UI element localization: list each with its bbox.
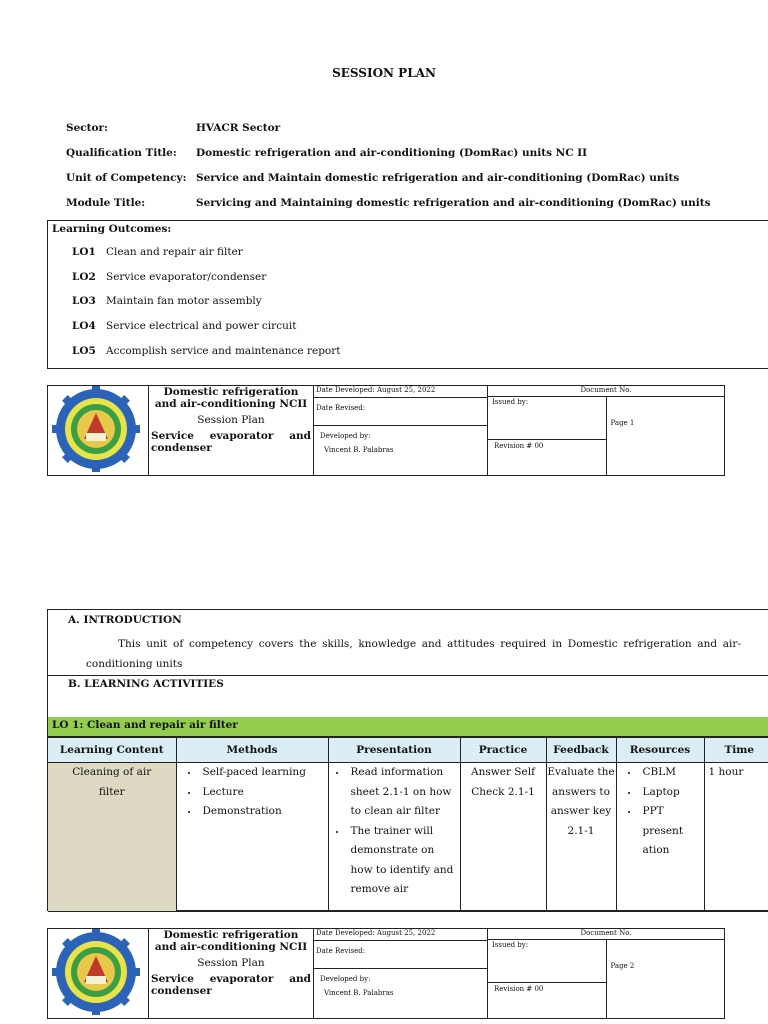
- list-item: • Demonstration: [199, 802, 328, 822]
- header-dates-cell: [314, 929, 488, 1019]
- header-title-line2: Session Plan: [197, 957, 265, 969]
- introduction-heading: A. INTRODUCTION: [68, 614, 182, 626]
- developer-name: Vincent B. Palabras: [324, 989, 394, 997]
- methods-cell: [176, 763, 328, 912]
- document-no-label: Document No.: [488, 386, 725, 397]
- learning-outcome-item: LO5 Accomplish service and maintenance report: [72, 345, 341, 357]
- learning-outcome-item: LO4 Service electrical and power circuit: [72, 320, 297, 332]
- page-number: Page 1: [606, 397, 725, 476]
- list-item: • Lecture: [199, 783, 328, 803]
- developer-name: Vincent B. Palabras: [324, 446, 394, 454]
- page-title: SESSION PLAN: [332, 66, 436, 80]
- issued-revision-cell: [488, 397, 607, 476]
- column-header: Feedback: [546, 738, 616, 763]
- info-label: Unit of Competency:: [66, 172, 187, 184]
- date-revised: Date Revised:: [314, 941, 487, 969]
- page-number: Page 2: [606, 940, 725, 1019]
- info-label: Module Title:: [66, 197, 146, 209]
- header-title-line1: Domestic refrigeration and air-conditioning NCII: [154, 386, 308, 410]
- logo-cell: [48, 386, 149, 476]
- table-header-row: [48, 738, 768, 763]
- school-seal-logo-icon: [48, 386, 148, 472]
- issued-by-label: Issued by:: [488, 397, 606, 440]
- list-item: • Laptop: [639, 783, 704, 803]
- list-item: • Self-paced learning: [199, 763, 328, 783]
- learning-outcomes-box: [47, 220, 768, 369]
- info-label: Qualification Title:: [66, 147, 177, 159]
- learning-outcome-item: LO1 Clean and repair air filter: [72, 246, 243, 258]
- divider: [48, 675, 768, 676]
- document-header-block: [47, 385, 725, 476]
- info-value: Servicing and Maintaining domestic refrigeration and air-conditioning (DomRac) units: [196, 197, 711, 209]
- learning-activities-heading: B. LEARNING ACTIVITIES: [68, 678, 224, 690]
- header-dates-cell: [314, 386, 488, 476]
- issued-by-label: Issued by:: [488, 940, 606, 983]
- header-title-cell: [149, 386, 314, 476]
- info-value: Domestic refrigeration and air-conditioning (DomRac) units NC II: [196, 147, 588, 159]
- learning-outcome-item: LO3 Maintain fan motor assembly: [72, 295, 262, 307]
- header-title-line3: Service evaporator and condenser: [151, 430, 311, 454]
- header-title-line1: Domestic refrigeration and air-conditioning NCII: [154, 929, 308, 953]
- table-row: [48, 763, 768, 912]
- header-title-cell: [149, 929, 314, 1019]
- revision-label: Revision # 00: [494, 442, 544, 450]
- developed-by-label: Developed by:: [320, 432, 371, 440]
- list-item: • PPT present ation: [639, 802, 704, 861]
- introduction-text: This unit of competency covers the skills, knowledge and attitudes required in Domestic refrigeration and air-conditioning units: [86, 638, 741, 670]
- learning-content-cell: Cleaning of air filter: [48, 763, 176, 912]
- activities-table: [48, 737, 768, 912]
- learning-outcome-item: LO2 Service evaporator/condenser: [72, 271, 267, 283]
- issued-revision-cell: [488, 940, 607, 1019]
- practice-cell: Answer Self Check 2.1-1: [460, 763, 546, 912]
- feedback-cell: Evaluate the answers to answer key 2.1-1: [546, 763, 616, 912]
- header-title-line3: Service evaporator and condenser: [151, 973, 311, 997]
- info-label: Sector:: [66, 122, 108, 134]
- column-header: Methods: [176, 738, 328, 763]
- column-header: Presentation: [328, 738, 460, 763]
- date-developed: Date Developed: August 25, 2022: [314, 386, 487, 398]
- column-header: Practice: [460, 738, 546, 763]
- list-item: • Read information sheet 2.1-1 on how to clean air filter: [347, 763, 454, 822]
- school-seal-logo-icon: [48, 929, 148, 1015]
- info-unit: [66, 172, 679, 184]
- logo-cell: [48, 929, 149, 1019]
- list-item: • The trainer will demonstrate on how to identify and remove air: [347, 822, 454, 900]
- header-title-line2: Session Plan: [197, 414, 265, 426]
- column-header: Time: [704, 738, 768, 763]
- info-value: HVACR Sector: [196, 122, 281, 134]
- list-item: • CBLM: [639, 763, 704, 783]
- column-header: Resources: [616, 738, 704, 763]
- document-header-block: [47, 928, 725, 1019]
- document-no-label: Document No.: [488, 929, 725, 940]
- info-module: [66, 197, 711, 209]
- lo1-bar: LO 1: Clean and repair air filter: [48, 717, 768, 737]
- date-revised: Date Revised:: [314, 398, 487, 426]
- date-developed: Date Developed: August 25, 2022: [314, 929, 487, 941]
- session-content-box: [47, 609, 768, 911]
- info-qualification: [66, 147, 587, 159]
- learning-outcomes-heading: Learning Outcomes:: [52, 223, 172, 235]
- info-value: Service and Maintain domestic refrigeration and air-conditioning (DomRac) units: [196, 172, 680, 184]
- presentation-cell: [328, 763, 460, 912]
- info-sector: [66, 122, 280, 134]
- developed-by-label: Developed by:: [320, 975, 371, 983]
- column-header: Learning Content: [48, 738, 176, 763]
- revision-label: Revision # 00: [494, 985, 544, 993]
- resources-cell: [616, 763, 704, 912]
- time-cell: 1 hour: [704, 763, 768, 912]
